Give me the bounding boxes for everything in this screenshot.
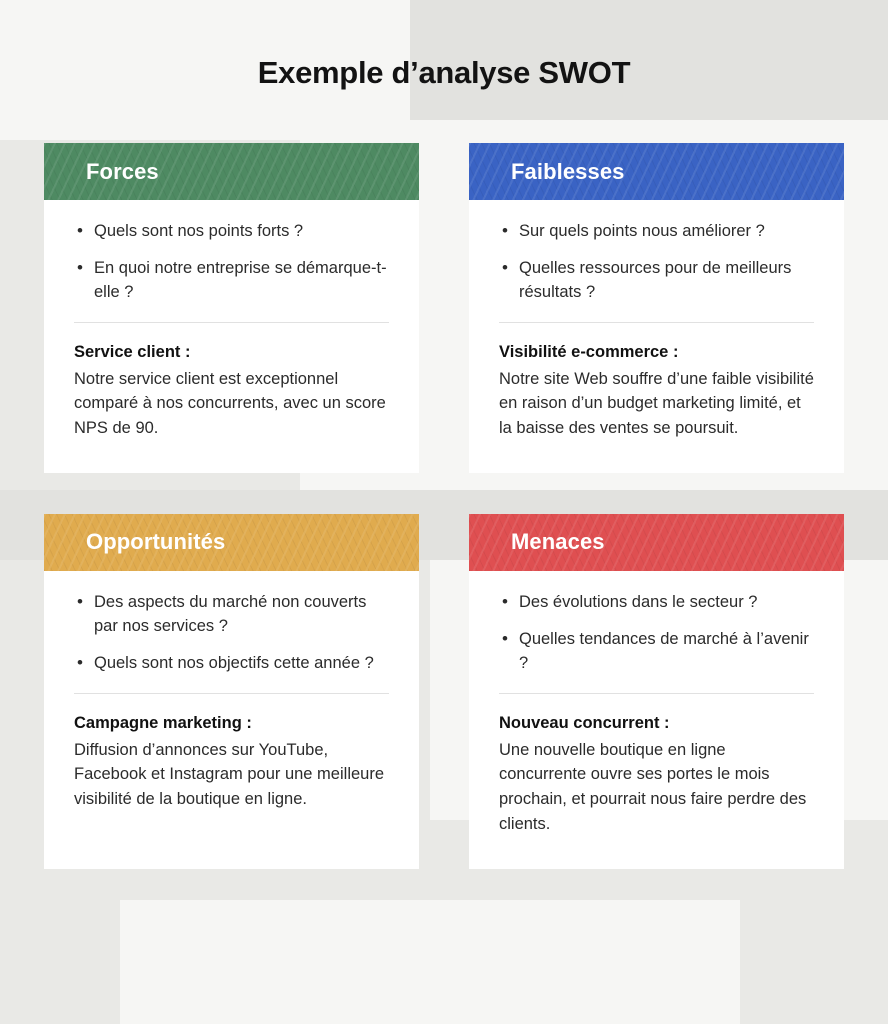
card-filler bbox=[44, 838, 419, 869]
list-item: • Quelles ressources pour de meilleurs résultats ? bbox=[499, 257, 814, 305]
list-item: • Quels sont nos objectifs cette année ? bbox=[74, 652, 389, 676]
list-item: • Sur quels points nous améliorer ? bbox=[499, 220, 814, 244]
quadrant-header-forces bbox=[44, 143, 419, 200]
page-title: Exemple d’analyse SWOT bbox=[257, 55, 631, 90]
example-title: Nouveau concurrent : bbox=[499, 713, 670, 732]
quadrant-example-opportunites bbox=[44, 694, 419, 838]
list-item: • Des aspects du marché non couverts par nos services ? bbox=[74, 591, 389, 639]
example-title: Campagne marketing : bbox=[74, 713, 252, 732]
quadrant-opportunites bbox=[44, 514, 419, 869]
quadrant-faiblesses bbox=[469, 143, 844, 473]
quadrant-questions-opportunites bbox=[44, 571, 419, 693]
quadrant-title-menaces: Menaces bbox=[511, 529, 605, 555]
list-item: • En quoi notre entreprise se démarque-t-elle ? bbox=[74, 257, 389, 305]
swot-grid bbox=[44, 143, 844, 869]
example-text: Notre site Web souffre d’une faible visibilité en raison d’un budget marketing limité, et la baisse des ventes se poursuit. bbox=[499, 369, 814, 438]
example-title: Service client : bbox=[74, 342, 191, 361]
quadrant-questions-forces bbox=[44, 200, 419, 322]
quadrant-header-opportunites bbox=[44, 514, 419, 571]
quadrant-title-forces: Forces bbox=[86, 158, 159, 184]
quadrant-forces bbox=[44, 143, 419, 473]
quadrant-menaces bbox=[469, 514, 844, 869]
example-text: Notre service client est exceptionnel comparé à nos concurrents, avec un score NPS de 90. bbox=[74, 369, 386, 438]
quadrant-header-faiblesses bbox=[469, 143, 844, 200]
example-text: Diffusion d’annonces sur YouTube, Facebook et Instagram pour une meilleure visibilité de la boutique en ligne. bbox=[74, 740, 385, 809]
example-title: Visibilité e-commerce : bbox=[499, 342, 679, 361]
list-item: • Des évolutions dans le secteur ? bbox=[499, 591, 814, 615]
quadrant-example-faiblesses bbox=[469, 323, 844, 467]
list-item: • Quelles tendances de marché à l’avenir ? bbox=[499, 628, 814, 676]
quadrant-questions-faiblesses bbox=[469, 200, 844, 322]
list-item: • Quels sont nos points forts ? bbox=[74, 220, 389, 244]
quadrant-questions-menaces bbox=[469, 571, 844, 693]
quadrant-title-opportunites: Opportunités bbox=[86, 529, 226, 555]
example-text: Une nouvelle boutique en ligne concurrente ouvre ses portes le mois prochain, et pourrait nous faire perdre des clients. bbox=[499, 740, 807, 833]
quadrant-example-forces bbox=[44, 323, 419, 467]
quadrant-header-menaces bbox=[469, 514, 844, 571]
quadrant-title-faiblesses: Faiblesses bbox=[511, 158, 625, 184]
card-filler bbox=[44, 467, 419, 473]
card-filler bbox=[469, 467, 844, 473]
card-filler bbox=[469, 863, 844, 869]
quadrant-example-menaces bbox=[469, 694, 844, 863]
